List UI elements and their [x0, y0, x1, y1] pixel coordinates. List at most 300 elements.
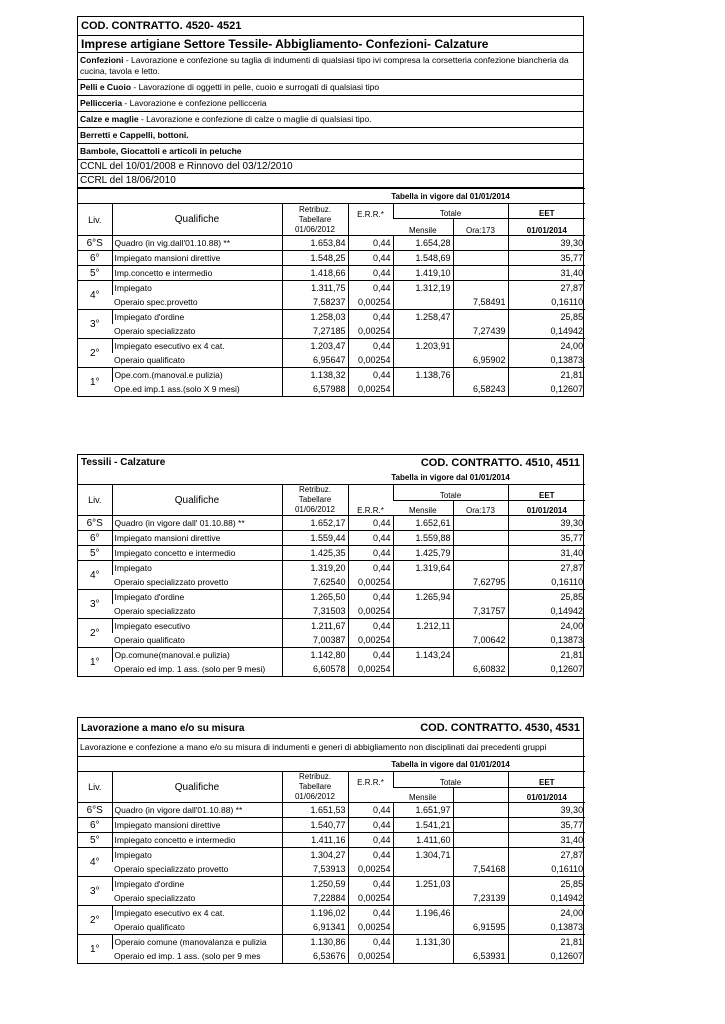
table-row	[78, 877, 585, 892]
eet-cell: 0,13873	[508, 920, 585, 935]
table-row	[78, 949, 585, 963]
retribuzione-cell: 7,62540	[282, 575, 348, 590]
retribuzione-cell: 1.651,53	[282, 803, 348, 818]
table-row	[78, 310, 585, 325]
table-row	[78, 803, 585, 818]
ora-cell: 6,60832	[453, 662, 508, 676]
sector-description-item	[78, 53, 583, 80]
retribuzione-cell: 6,60578	[282, 662, 348, 676]
header-ora: Ora:173	[453, 500, 508, 516]
table-validity: Tabella in vigore dal 01/01/2014	[78, 189, 585, 204]
ora-cell	[453, 266, 508, 281]
err-cell: 0,44	[348, 531, 393, 546]
err-cell: 0,00254	[348, 575, 393, 590]
table-row	[78, 561, 585, 576]
eet-cell: 0,12607	[508, 382, 585, 396]
contract-code: COD. CONTRATTO. 4510, 4511	[420, 456, 580, 469]
retribuzione-cell: 1.540,77	[282, 818, 348, 833]
err-cell: 0,00254	[348, 324, 393, 339]
table-validity: Tabella in vigore dal 01/01/2014	[78, 757, 585, 772]
level-cell: 2°	[78, 619, 112, 648]
sector-name: Calze e maglie	[80, 114, 139, 124]
retribuzione-cell: 1.652,17	[282, 516, 348, 531]
eet-cell: 35,77	[508, 818, 585, 833]
sector-name: Bambole, Giocattoli e articoli in peluche	[80, 146, 242, 156]
mensile-cell: 1.138,76	[393, 368, 453, 383]
header-mensile: Mensile	[393, 500, 453, 516]
level-cell: 1°	[78, 368, 112, 397]
table-validity: Tabella in vigore dal 01/01/2014	[391, 472, 510, 482]
sector-description-item	[78, 96, 583, 112]
header-liv: Liv.	[78, 772, 112, 803]
qualifica-cell: Impiegato esecutivo	[112, 619, 282, 634]
level-cell: 5°	[78, 546, 112, 561]
retribuzione-cell: 1.559,44	[282, 531, 348, 546]
header-retribuzione: Retribuz. Tabellare 01/06/2012	[282, 485, 348, 516]
eet-cell: 0,16110	[508, 575, 585, 590]
mensile-cell	[393, 662, 453, 676]
qualifica-cell: Operaio qualificato	[114, 922, 185, 932]
sector-text: - Lavorazione e confezione di calze o maglie di qualsiasi tipo.	[138, 114, 372, 124]
eet-cell: 39,30	[508, 803, 585, 818]
header-retribuzione: Retribuz. Tabellare 01/06/2012	[282, 772, 348, 803]
err-cell: 0,44	[348, 648, 393, 663]
err-cell: 0,44	[348, 590, 393, 605]
header-date: 01/01/2014	[508, 500, 585, 516]
eet-cell: 21,81	[508, 935, 585, 950]
sector-text: - Lavorazione e confezione su taglia di indumenti di qualsiasi tipo ivi compresa la corsetteria confezione biancheria da cucina, tavola e letto.	[80, 55, 569, 76]
eet-cell: 27,87	[508, 561, 585, 576]
table-row	[78, 281, 585, 296]
table-row	[78, 590, 585, 605]
eet-cell: 31,40	[508, 546, 585, 561]
retribuzione-cell: 1.250,59	[282, 877, 348, 892]
level-cell: 6°S	[78, 516, 112, 531]
eet-cell: 0,14942	[508, 604, 585, 619]
mensile-cell: 1.654,28	[393, 236, 453, 251]
eet-cell: 24,00	[508, 339, 585, 354]
mensile-cell: 1.419,10	[393, 266, 453, 281]
ora-cell	[453, 368, 508, 383]
level-cell: 6°S	[78, 236, 112, 251]
ora-cell	[453, 310, 508, 325]
table-row	[78, 633, 585, 648]
err-cell: 0,44	[348, 906, 393, 921]
ccnl-line: CCNL del 10/01/2008 e Rinnovo del 03/12/2010	[78, 160, 583, 174]
retribuzione-cell: 1.211,67	[282, 619, 348, 634]
qualifica-cell: Impiegato concetto e intermedio	[112, 546, 282, 561]
level-cell: 6°	[78, 251, 112, 266]
eet-cell: 25,85	[508, 877, 585, 892]
header-liv: Liv.	[78, 485, 112, 516]
retribuzione-cell: 6,91341	[282, 920, 348, 935]
retribuzione-cell: 1.548,25	[282, 251, 348, 266]
table-row	[78, 368, 585, 383]
contract-block-4530	[77, 717, 584, 964]
retribuzione-cell: 1.203,47	[282, 339, 348, 354]
retribuzione-cell: 1.138,32	[282, 368, 348, 383]
mensile-cell	[393, 891, 453, 906]
qualifica-cell: Operaio spec.provetto	[114, 297, 198, 307]
qualifica-cell: Impiegato mansioni direttive	[112, 251, 282, 266]
qualifica-cell: Impiegato esecutivo ex 4 cat.	[112, 339, 282, 354]
ora-cell	[453, 619, 508, 634]
header-mensile: Mensile	[393, 787, 453, 803]
mensile-cell: 1.548,69	[393, 251, 453, 266]
eet-cell: 25,85	[508, 310, 585, 325]
table-row	[78, 353, 585, 368]
mensile-cell: 1.212,11	[393, 619, 453, 634]
ora-cell: 7,27439	[453, 324, 508, 339]
table-row	[78, 251, 585, 266]
contract-block-4510	[77, 454, 584, 677]
table-row	[78, 382, 585, 396]
eet-cell: 0,16110	[508, 862, 585, 877]
err-cell: 0,00254	[348, 604, 393, 619]
sector-description-item	[78, 112, 583, 128]
level-cell: 1°	[78, 935, 112, 964]
mensile-cell: 1.203,91	[393, 339, 453, 354]
err-cell: 0,44	[348, 619, 393, 634]
sector-name: Confezioni	[80, 55, 124, 65]
table-row	[78, 604, 585, 619]
mensile-cell: 1.312,19	[393, 281, 453, 296]
qualifica-cell: Impiegato d'ordine	[112, 877, 282, 892]
table-row	[78, 619, 585, 634]
header-qualifiche: Qualifiche	[112, 772, 282, 803]
eet-cell: 25,85	[508, 590, 585, 605]
ora-cell	[453, 339, 508, 354]
salary-table	[78, 756, 583, 963]
retribuzione-cell: 1.411,16	[282, 833, 348, 848]
header-err: E.R.R.*	[348, 204, 393, 236]
table-row	[78, 648, 585, 663]
mensile-cell: 1.258,47	[393, 310, 453, 325]
eet-cell: 31,40	[508, 266, 585, 281]
table-row	[78, 324, 585, 339]
ora-cell: 7,54168	[453, 862, 508, 877]
eet-cell: 24,00	[508, 906, 585, 921]
ora-cell	[453, 531, 508, 546]
ora-cell	[453, 236, 508, 251]
err-cell: 0,00254	[348, 949, 393, 963]
eet-cell: 39,30	[508, 236, 585, 251]
table-row	[78, 848, 585, 863]
ora-cell: 6,95902	[453, 353, 508, 368]
ora-cell: 7,62795	[453, 575, 508, 590]
err-cell: 0,44	[348, 516, 393, 531]
retribuzione-cell: 1.258,03	[282, 310, 348, 325]
mensile-cell	[393, 604, 453, 619]
header-date: 01/01/2014	[508, 219, 585, 236]
sector-name: Pellicceria	[80, 98, 123, 108]
err-cell: 0,00254	[348, 353, 393, 368]
ora-cell	[453, 833, 508, 848]
qualifica-cell: Operaio specializzato	[114, 893, 196, 903]
qualifica-cell: Impiegato d'ordine	[112, 310, 282, 325]
err-cell: 0,44	[348, 877, 393, 892]
retribuzione-cell: 1.196,02	[282, 906, 348, 921]
ora-cell: 7,00642	[453, 633, 508, 648]
level-cell: 4°	[78, 561, 112, 590]
contract-title: Imprese artigiane Settore Tessile- Abbigliamento- Confezioni- Calzature	[78, 36, 583, 53]
sector-name: Lavorazione a mano e/o su misura	[81, 722, 245, 734]
qualifica-cell: Ope.com.(manoval.e pulizia)	[112, 368, 282, 383]
retribuzione-cell: 1.265,50	[282, 590, 348, 605]
eet-cell: 0,14942	[508, 324, 585, 339]
header-err: E.R.R.*	[348, 772, 393, 803]
qualifica-cell: Impiegato esecutivo ex 4 cat.	[112, 906, 282, 921]
qualifica-cell: Operaio ed imp. 1 ass. (solo per 9 mes	[114, 951, 261, 961]
eet-cell: 27,87	[508, 281, 585, 296]
header-date: 01/01/2014	[508, 787, 585, 803]
retribuzione-cell: 7,31503	[282, 604, 348, 619]
ora-cell	[453, 818, 508, 833]
mensile-cell	[393, 575, 453, 590]
eet-cell: 0,13873	[508, 633, 585, 648]
sector-description-item	[78, 144, 583, 160]
header-totale: Totale	[393, 204, 508, 219]
mensile-cell: 1.541,21	[393, 818, 453, 833]
qualifica-cell: Quadro (in vigore dall' 01.10.88) **	[112, 516, 282, 531]
table-row	[78, 920, 585, 935]
retribuzione-cell: 6,53676	[282, 949, 348, 963]
ora-cell: 6,58243	[453, 382, 508, 396]
eet-cell: 24,00	[508, 619, 585, 634]
mensile-cell: 1.651,97	[393, 803, 453, 818]
retribuzione-cell: 6,95647	[282, 353, 348, 368]
qualifica-cell: Op.comune(manoval.e pulizia)	[112, 648, 282, 663]
qualifica-cell: Operaio qualificato	[114, 635, 185, 645]
header-totale: Totale	[393, 485, 508, 501]
qualifica-cell: Operaio qualificato	[114, 355, 185, 365]
salary-table	[78, 188, 583, 396]
table-row	[78, 236, 585, 251]
level-cell: 3°	[78, 877, 112, 906]
table-row	[78, 818, 585, 833]
table-row	[78, 575, 585, 590]
mensile-cell: 1.425,79	[393, 546, 453, 561]
table-row	[78, 906, 585, 921]
level-cell: 3°	[78, 590, 112, 619]
table-row	[78, 891, 585, 906]
eet-cell: 21,81	[508, 648, 585, 663]
contract-code: COD. CONTRATTO. 4520- 4521	[78, 17, 583, 36]
sector-name: Pelli e Cuoio	[80, 82, 132, 92]
mensile-cell: 1.131,30	[393, 935, 453, 950]
qualifica-cell: Imp.concetto e intermedio	[112, 266, 282, 281]
qualifica-cell: Operaio ed imp. 1 ass. (solo per 9 mesi)	[114, 664, 266, 674]
retribuzione-cell: 1.653,84	[282, 236, 348, 251]
retribuzione-cell: 1.311,75	[282, 281, 348, 296]
header-eet: EET	[508, 485, 585, 501]
header-err: E.R.R.*	[348, 485, 393, 516]
ora-cell	[453, 877, 508, 892]
header-eet: EET	[508, 772, 585, 788]
eet-cell: 21,81	[508, 368, 585, 383]
retribuzione-cell: 1.142,80	[282, 648, 348, 663]
err-cell: 0,44	[348, 251, 393, 266]
err-cell: 0,44	[348, 281, 393, 296]
salary-table	[78, 470, 583, 676]
err-cell: 0,00254	[348, 862, 393, 877]
header-eet: EET	[508, 204, 585, 219]
sector-description-item	[78, 128, 583, 144]
eet-cell: 0,13873	[508, 353, 585, 368]
ora-cell: 6,53931	[453, 949, 508, 963]
err-cell: 0,00254	[348, 633, 393, 648]
ora-cell: 7,31757	[453, 604, 508, 619]
level-cell: 2°	[78, 339, 112, 368]
level-cell: 3°	[78, 310, 112, 339]
ora-cell	[453, 251, 508, 266]
level-cell: 4°	[78, 848, 112, 877]
ora-cell	[453, 906, 508, 921]
table-row	[78, 662, 585, 676]
eet-cell: 35,77	[508, 251, 585, 266]
qualifica-cell: Operaio specializzato provetto	[114, 577, 229, 587]
retribuzione-cell: 1.425,35	[282, 546, 348, 561]
contract-block-4520	[77, 16, 584, 397]
eet-cell: 0,12607	[508, 662, 585, 676]
retribuzione-cell: 7,22884	[282, 891, 348, 906]
err-cell: 0,00254	[348, 295, 393, 310]
err-cell: 0,00254	[348, 891, 393, 906]
qualifica-cell: Operaio specializzato provetto	[114, 864, 229, 874]
table-row	[78, 531, 585, 546]
mensile-cell	[393, 295, 453, 310]
table-row	[78, 862, 585, 877]
block-header	[78, 455, 583, 470]
qualifica-cell: Operaio specializzato	[114, 326, 196, 336]
mensile-cell	[393, 920, 453, 935]
qualifica-cell: Impiegato	[112, 561, 282, 576]
err-cell: 0,44	[348, 368, 393, 383]
header-liv: Liv.	[78, 204, 112, 236]
sector-description: Lavorazione e confezione a mano e/o su misura di indumenti e generi di abbigliamento non disciplinati dai precedenti gruppi	[80, 742, 547, 752]
mensile-cell: 1.251,03	[393, 877, 453, 892]
ora-cell: 6,91595	[453, 920, 508, 935]
qualifica-cell: Impiegato	[112, 281, 282, 296]
header-ora: Ora:173	[453, 219, 508, 236]
header-qualifiche: Qualifiche	[112, 204, 282, 236]
eet-cell: 27,87	[508, 848, 585, 863]
qualifica-cell: Impiegato mansioni direttive	[112, 531, 282, 546]
ora-cell	[453, 935, 508, 950]
qualifica-cell: Operaio comune (manovalanza e pulizia	[112, 935, 282, 950]
table-row	[78, 516, 585, 531]
mensile-cell: 1.319,64	[393, 561, 453, 576]
retribuzione-cell: 7,27185	[282, 324, 348, 339]
err-cell: 0,44	[348, 833, 393, 848]
mensile-cell	[393, 949, 453, 963]
level-cell: 5°	[78, 833, 112, 848]
header-ora	[453, 787, 508, 803]
ora-cell	[453, 561, 508, 576]
err-cell: 0,00254	[348, 662, 393, 676]
mensile-cell: 1.559,88	[393, 531, 453, 546]
sector-description	[78, 53, 583, 160]
ora-cell: 7,58491	[453, 295, 508, 310]
mensile-cell: 1.411,60	[393, 833, 453, 848]
level-cell: 6°	[78, 531, 112, 546]
err-cell: 0,44	[348, 266, 393, 281]
mensile-cell: 1.196,46	[393, 906, 453, 921]
ora-cell	[453, 648, 508, 663]
table-row	[78, 833, 585, 848]
ora-cell	[453, 590, 508, 605]
table-row	[78, 266, 585, 281]
table-row	[78, 295, 585, 310]
header-totale: Totale	[393, 772, 508, 788]
err-cell: 0,44	[348, 848, 393, 863]
ora-cell	[453, 803, 508, 818]
qualifica-cell: Impiegato mansioni direttive	[112, 818, 282, 833]
sector-name: Tessili - Calzature	[81, 457, 166, 468]
qualifica-cell: Impiegato concetto e intermedio	[112, 833, 282, 848]
sector-text: - Lavorazione e confezione pellicceria	[122, 98, 267, 108]
level-cell: 6°	[78, 818, 112, 833]
qualifica-cell: Impiegato	[112, 848, 282, 863]
ora-cell	[453, 516, 508, 531]
mensile-cell	[393, 353, 453, 368]
retribuzione-cell: 6,57988	[282, 382, 348, 396]
eet-cell: 31,40	[508, 833, 585, 848]
err-cell: 0,00254	[348, 920, 393, 935]
retribuzione-cell: 1.319,20	[282, 561, 348, 576]
eet-cell: 39,30	[508, 516, 585, 531]
table-row	[78, 339, 585, 354]
err-cell: 0,44	[348, 236, 393, 251]
sector-name: Berretti e Cappelli, bottoni.	[80, 130, 189, 140]
qualifica-cell: Operaio specializzato	[114, 606, 196, 616]
err-cell: 0,00254	[348, 382, 393, 396]
mensile-cell	[393, 862, 453, 877]
ora-cell	[453, 546, 508, 561]
level-cell: 6°S	[78, 803, 112, 818]
ora-cell	[453, 281, 508, 296]
mensile-cell: 1.143,24	[393, 648, 453, 663]
ora-cell	[453, 848, 508, 863]
sector-description-item	[78, 80, 583, 96]
block-header	[78, 718, 583, 739]
err-cell: 0,44	[348, 546, 393, 561]
contract-code: COD. CONTRATTO. 4530, 4531	[420, 722, 580, 734]
retribuzione-cell: 7,58237	[282, 295, 348, 310]
ccrl-line: CCRL del 18/06/2010	[78, 174, 583, 188]
eet-cell: 35,77	[508, 531, 585, 546]
err-cell: 0,44	[348, 561, 393, 576]
level-cell: 2°	[78, 906, 112, 935]
qualifica-cell: Quadro (in vigore dall'01.10.88) **	[112, 803, 282, 818]
eet-cell: 0,12607	[508, 949, 585, 963]
err-cell: 0,44	[348, 310, 393, 325]
qualifica-cell: Impiegato d'ordine	[112, 590, 282, 605]
mensile-cell	[393, 324, 453, 339]
mensile-cell: 1.652,61	[393, 516, 453, 531]
eet-cell: 0,14942	[508, 891, 585, 906]
eet-cell: 0,16110	[508, 295, 585, 310]
err-cell: 0,44	[348, 803, 393, 818]
mensile-cell: 1.265,94	[393, 590, 453, 605]
err-cell: 0,44	[348, 339, 393, 354]
err-cell: 0,44	[348, 935, 393, 950]
retribuzione-cell: 1.418,66	[282, 266, 348, 281]
level-cell: 4°	[78, 281, 112, 310]
retribuzione-cell: 1.130,86	[282, 935, 348, 950]
header-retribuzione: Retribuz. Tabellare 01/06/2012	[282, 204, 348, 236]
mensile-cell: 1.304,71	[393, 848, 453, 863]
